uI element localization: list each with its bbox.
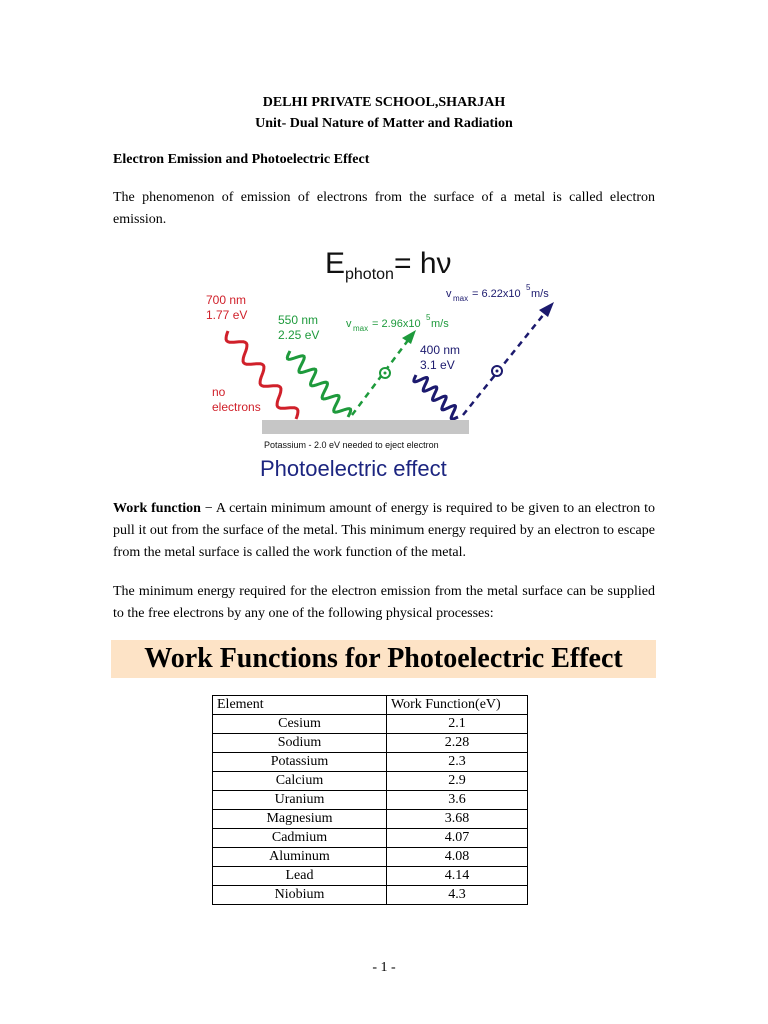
work-function-dash: −: [200, 501, 216, 516]
value-cell: 2.28: [387, 734, 528, 753]
element-cell: Magnesium: [213, 810, 387, 829]
value-cell: 2.1: [387, 715, 528, 734]
element-cell: Lead: [213, 867, 387, 886]
blue-light-wave: [414, 375, 458, 419]
blue-electron-path: [463, 302, 554, 415]
equation-subscript: photon: [345, 266, 394, 283]
equation-e: E: [325, 247, 346, 280]
banner-title: Work Functions for Photoelectric Effect: [111, 640, 656, 678]
element-cell: Cadmium: [213, 829, 387, 848]
equation-rhs: = hν: [394, 247, 452, 280]
plate-label: Potassium - 2.0 eV needed to eject electron: [264, 440, 439, 450]
green-energy-label: 2.25 eV: [278, 328, 320, 342]
table-row: [213, 810, 528, 829]
unit-title: Unit- Dual Nature of Matter and Radiation: [255, 116, 513, 131]
table-row: [213, 772, 528, 791]
green-vmax-label: [346, 313, 449, 333]
photoelectric-diagram: [170, 243, 590, 483]
element-cell: Calcium: [213, 772, 387, 791]
section-title: Electron Emission and Photoelectric Effect: [113, 152, 370, 167]
work-function-table: [212, 695, 528, 905]
table-header-row: [213, 696, 528, 715]
green-wavelength-label: 550 nm: [278, 313, 319, 327]
value-cell: 4.07: [387, 829, 528, 848]
table-row: [213, 791, 528, 810]
value-cell: 3.68: [387, 810, 528, 829]
element-cell: Potassium: [213, 753, 387, 772]
table-row: [213, 886, 528, 905]
table-row: [213, 848, 528, 867]
value-cell: 2.9: [387, 772, 528, 791]
element-cell: Sodium: [213, 734, 387, 753]
value-cell: 4.3: [387, 886, 528, 905]
blue-vmax-value: = 6.22x10: [472, 288, 521, 300]
value-cell: 2.3: [387, 753, 528, 772]
blue-vmax-v: v: [446, 288, 452, 300]
table-row: [213, 867, 528, 886]
value-cell: 4.14: [387, 867, 528, 886]
school-name: DELHI PRIVATE SCHOOL,SHARJAH: [262, 95, 506, 110]
document-header: [0, 92, 768, 134]
page-number: - 1 -: [372, 960, 396, 975]
green-vmax-value: = 2.96x10: [372, 318, 421, 330]
element-cell: Aluminum: [213, 848, 387, 867]
element-cell: Uranium: [213, 791, 387, 810]
processes-paragraph: The minimum energy required for the electron emission from the metal surface can be supplied to the free electrons by any one of the following physical processes:: [113, 584, 655, 621]
green-vmax-exp: 5: [426, 313, 431, 322]
blue-vmax-sub: max: [453, 294, 469, 303]
green-electron-path: [352, 330, 416, 415]
column-header-element: Element: [213, 696, 387, 715]
intro-paragraph: The phenomenon of emission of electrons from the surface of a metal is called electron emission.: [113, 190, 655, 227]
work-function-text: A certain minimum amount of energy is required to be given to an electron to pull it out from the surface of the metal. This minimum energy required by an electron to escape from the metal surface is called the work function of the metal.: [113, 501, 656, 560]
green-vmax-sub: max: [353, 324, 369, 333]
green-vmax-unit: m/s: [431, 318, 449, 330]
no-electrons-label-2: electrons: [212, 400, 261, 414]
value-cell: 4.08: [387, 848, 528, 867]
blue-vmax-label: [446, 283, 549, 303]
element-cell: Cesium: [213, 715, 387, 734]
red-wavelength-label: 700 nm: [206, 293, 247, 307]
table-row: [213, 753, 528, 772]
table-row: [213, 734, 528, 753]
element-cell: Niobium: [213, 886, 387, 905]
value-cell: 3.6: [387, 791, 528, 810]
blue-vmax-unit: m/s: [531, 288, 549, 300]
work-function-paragraph: [113, 498, 655, 564]
blue-energy-label: 3.1 eV: [420, 358, 455, 372]
potassium-plate: [262, 420, 469, 434]
table-row: [213, 715, 528, 734]
green-vmax-v: v: [346, 318, 352, 330]
blue-wavelength-label: 400 nm: [420, 343, 461, 357]
diagram-caption: Photoelectric effect: [260, 456, 447, 481]
blue-vmax-exp: 5: [526, 283, 531, 292]
no-electrons-label-1: no: [212, 385, 226, 399]
column-header-work-function: Work Function(eV): [387, 696, 528, 715]
red-energy-label: 1.77 eV: [206, 308, 248, 322]
table-row: [213, 829, 528, 848]
work-function-term: Work function: [113, 501, 201, 516]
